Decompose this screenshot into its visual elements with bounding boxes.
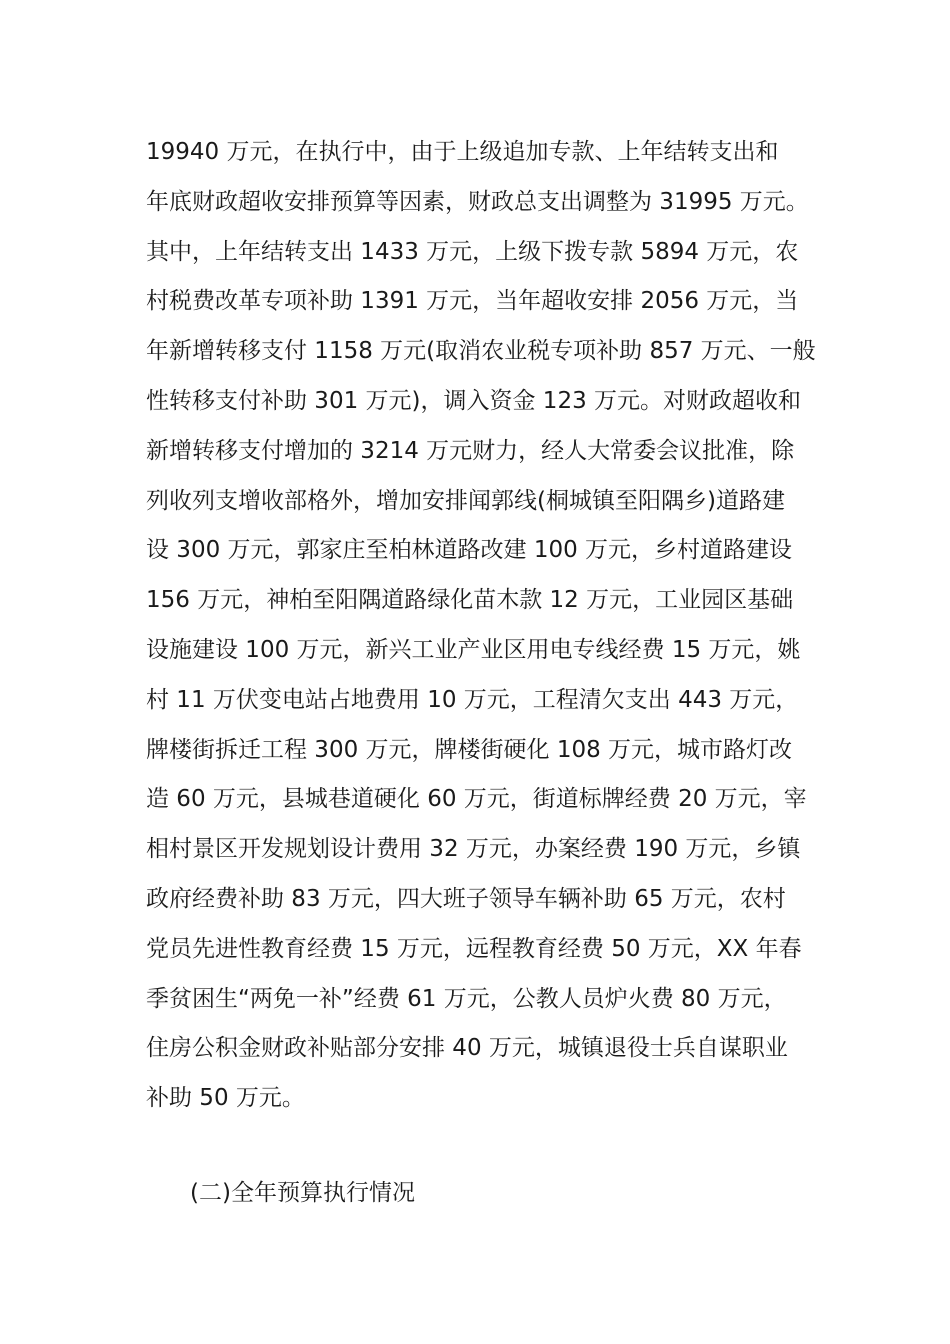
paragraph-line-17: 党员先进性教育经费 15 万元，远程教育经费 50 万元，XX 年春 — [146, 935, 802, 962]
paragraph-line-10: 156 万元，神柏至阳隅道路绿化苗木款 12 万元，工业园区基础 — [146, 587, 794, 614]
paragraph-line-8: 列收列支增收部格外，增加安排闻郭线(桐城镇至阳隅乡)道路建 — [146, 487, 785, 514]
paragraph-line-13: 牌楼街拆迁工程 300 万元，牌楼街硬化 108 万元，城市路灯改 — [146, 736, 793, 763]
paragraph-line-15: 相村景区开发规划设计费用 32 万元，办案经费 190 万元，乡镇 — [146, 836, 801, 863]
paragraph-line-16: 政府经费补助 83 万元，四大班子领导车辆补助 65 万元，农村 — [146, 885, 786, 912]
paragraph-line-12: 村 11 万伏变电站占地费用 10 万元，工程清欠支出 443 万元， — [146, 686, 799, 713]
paragraph-line-3: 其中，上年结转支出 1433 万元，上级下拨专款 5894 万元，农 — [146, 238, 799, 265]
section-heading: (二)全年预算执行情况 — [190, 1180, 415, 1206]
paragraph-line-9: 设 300 万元，郭家庄至柏林道路改建 100 万元，乡村道路建设 — [146, 537, 793, 564]
paragraph-line-14: 造 60 万元，县城巷道硬化 60 万元，街道标牌经费 20 万元，宰 — [146, 786, 807, 813]
paragraph-line-6: 性转移支付补助 301 万元)，调入资金 123 万元。对财政超收和 — [146, 387, 802, 414]
paragraph-line-11: 设施建设 100 万元，新兴工业产业区用电专线经费 15 万元，姚 — [146, 636, 801, 663]
paragraph-line-4: 村税费改革专项补助 1391 万元，当年超收安排 2056 万元，当 — [146, 288, 799, 315]
paragraph-line-2: 年底财政超收安排预算等因素，财政总支出调整为 31995 万元。 — [146, 188, 809, 215]
paragraph-line-20: 补助 50 万元。 — [146, 1085, 305, 1112]
paragraph-line-7: 新增转移支付增加的 3214 万元财力，经人大常委会议批准，除 — [146, 437, 795, 464]
paragraph-line-1: 19940 万元，在执行中，由于上级追加专款、上年结转支出和 — [146, 139, 779, 165]
paragraph-line-18: 季贫困生“两免一补”经费 61 万元，公教人员炉火费 80 万元， — [146, 985, 787, 1012]
paragraph-line-19: 住房公积金财政补贴部分安排 40 万元，城镇退役士兵自谋职业 — [146, 1035, 788, 1062]
budget-paragraph — [146, 128, 826, 1124]
paragraph-line-5: 年新增转移支付 1158 万元(取消农业税专项补助 857 万元、一般 — [146, 338, 816, 365]
